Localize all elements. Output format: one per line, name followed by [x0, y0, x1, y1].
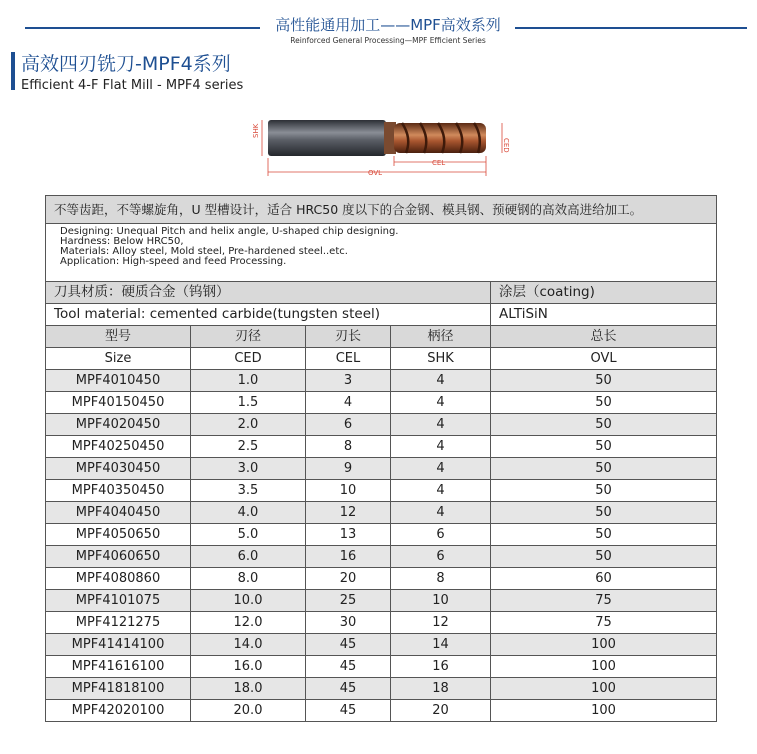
table-cell: MPF4050650	[46, 524, 191, 546]
table-cell: MPF4060650	[46, 546, 191, 568]
table-cell: 45	[306, 656, 391, 678]
table-row-description-en	[46, 224, 717, 282]
table-cell: MPF42020100	[46, 700, 191, 722]
table-cell: 10	[306, 480, 391, 502]
table-cell: 75	[491, 590, 717, 612]
page-banner	[0, 0, 757, 50]
table-cell: 2.5	[191, 436, 306, 458]
table-cell: 6	[306, 414, 391, 436]
column-header: Size	[46, 348, 191, 370]
table-cell: 100	[491, 634, 717, 656]
table-cell: 50	[491, 502, 717, 524]
table-row	[46, 590, 717, 612]
table-cell: 8	[306, 436, 391, 458]
table-cell: 20	[306, 568, 391, 590]
table-cell: 4	[391, 458, 491, 480]
material-cn: 刀具材质：硬质合金（钨钢）	[46, 282, 491, 304]
table-cell: 3.0	[191, 458, 306, 480]
table-header-cn	[46, 326, 717, 348]
label-ced: CED	[502, 138, 510, 153]
description-en-line: Materials: Alloy steel, Mold steel, Pre-hardened steel..etc.	[60, 246, 348, 257]
section-title: 高效四刃铣刀-MPF4系列	[21, 53, 231, 75]
table-cell: 50	[491, 458, 717, 480]
table-cell: MPF4010450	[46, 370, 191, 392]
column-header: 刃长	[306, 326, 391, 348]
table-cell: 50	[491, 414, 717, 436]
table-row	[46, 480, 717, 502]
description-cn: 不等齿距，不等螺旋角，U 型槽设计，适合 HRC50 度以下的合金钢、模具钢、预硬钢的高效高进给加工。	[46, 196, 717, 224]
table-cell: MPF4030450	[46, 458, 191, 480]
table-cell: 1.0	[191, 370, 306, 392]
table-cell: 20	[391, 700, 491, 722]
table-row	[46, 414, 717, 436]
table-cell: 50	[491, 370, 717, 392]
table-cell: MPF4101075	[46, 590, 191, 612]
table-cell: 50	[491, 480, 717, 502]
spec-table	[45, 195, 717, 722]
table-cell: 9	[306, 458, 391, 480]
table-row	[46, 568, 717, 590]
table-cell: 14	[391, 634, 491, 656]
column-header: 柄径	[391, 326, 491, 348]
table-cell: 16.0	[191, 656, 306, 678]
end-mill-diagram	[240, 100, 525, 190]
table-cell: 4	[306, 392, 391, 414]
table-cell: 50	[491, 392, 717, 414]
banner-subtitle: Reinforced General Processing—MPF Efficient Series	[290, 36, 486, 45]
section-accent-bar	[11, 52, 15, 90]
table-cell: 14.0	[191, 634, 306, 656]
table-row	[46, 656, 717, 678]
description-en-line: Hardness: Below HRC50,	[60, 236, 184, 247]
table-cell: 12.0	[191, 612, 306, 634]
table-cell: 10.0	[191, 590, 306, 612]
table-cell: 3	[306, 370, 391, 392]
table-cell: 45	[306, 700, 391, 722]
table-cell: MPF4080860	[46, 568, 191, 590]
table-cell: 1.5	[191, 392, 306, 414]
description-en-line: Designing: Unequal Pitch and helix angle, U-shaped chip designing.	[60, 226, 399, 237]
table-cell: 3.5	[191, 480, 306, 502]
table-cell: 16	[306, 546, 391, 568]
table-cell: 18	[391, 678, 491, 700]
table-row-description-cn	[46, 196, 717, 224]
table-row-material-en	[46, 304, 717, 326]
table-cell: 4	[391, 502, 491, 524]
table-cell: 8	[391, 568, 491, 590]
table-cell: 10	[391, 590, 491, 612]
table-row	[46, 436, 717, 458]
table-cell: MPF40150450	[46, 392, 191, 414]
table-cell: 4	[391, 436, 491, 458]
table-row	[46, 524, 717, 546]
table-cell: 6	[391, 546, 491, 568]
table-cell: 100	[491, 700, 717, 722]
column-header: CED	[191, 348, 306, 370]
table-cell: MPF41818100	[46, 678, 191, 700]
table-cell: 13	[306, 524, 391, 546]
description-en-line: Application: High-speed and feed Processing.	[60, 256, 287, 267]
table-cell: 4.0	[191, 502, 306, 524]
column-header: CEL	[306, 348, 391, 370]
label-ovl: OVL	[368, 169, 383, 177]
table-row	[46, 370, 717, 392]
column-header: OVL	[491, 348, 717, 370]
banner-title: 高性能通用加工——MPF高效系列	[275, 16, 501, 34]
table-header-en	[46, 348, 717, 370]
table-cell: 30	[306, 612, 391, 634]
table-cell: 8.0	[191, 568, 306, 590]
column-header: 型号	[46, 326, 191, 348]
table-row-material-cn	[46, 282, 717, 304]
banner-rule-right	[515, 27, 747, 29]
table-cell: 50	[491, 436, 717, 458]
table-row	[46, 612, 717, 634]
material-en: Tool material: cemented carbide(tungsten steel)	[46, 304, 491, 326]
table-cell: 4	[391, 480, 491, 502]
table-row	[46, 502, 717, 524]
table-cell: MPF40250450	[46, 436, 191, 458]
table-cell: 25	[306, 590, 391, 612]
table-cell: 16	[391, 656, 491, 678]
table-row	[46, 546, 717, 568]
table-cell: 20.0	[191, 700, 306, 722]
table-cell: 4	[391, 370, 491, 392]
table-row	[46, 392, 717, 414]
column-header: 总长	[491, 326, 717, 348]
table-cell: 12	[391, 612, 491, 634]
table-cell: 45	[306, 678, 391, 700]
table-row	[46, 678, 717, 700]
table-cell: MPF4121275	[46, 612, 191, 634]
coating-value: ALTiSiN	[491, 304, 717, 326]
table-cell: 18.0	[191, 678, 306, 700]
table-row	[46, 458, 717, 480]
table-cell: 60	[491, 568, 717, 590]
table-row	[46, 634, 717, 656]
table-cell: 4	[391, 414, 491, 436]
table-cell: 2.0	[191, 414, 306, 436]
table-cell: 50	[491, 524, 717, 546]
table-cell: 50	[491, 546, 717, 568]
column-header: 刃径	[191, 326, 306, 348]
coating-cn: 涂层（coating)	[491, 282, 717, 304]
table-cell: 100	[491, 656, 717, 678]
label-shk: SHK	[252, 123, 260, 138]
table-cell: MPF41616100	[46, 656, 191, 678]
table-cell: 12	[306, 502, 391, 524]
tool-shank	[268, 120, 386, 156]
table-cell: MPF40350450	[46, 480, 191, 502]
table-cell: 6.0	[191, 546, 306, 568]
banner-rule-left	[25, 27, 260, 29]
label-cel: CEL	[432, 159, 446, 167]
table-cell: MPF4040450	[46, 502, 191, 524]
column-header: SHK	[391, 348, 491, 370]
section-subtitle: Efficient 4-F Flat Mill - MPF4 series	[21, 78, 244, 93]
table-cell: MPF4020450	[46, 414, 191, 436]
table-cell: MPF41414100	[46, 634, 191, 656]
table-cell: 45	[306, 634, 391, 656]
table-cell: 5.0	[191, 524, 306, 546]
table-cell: 4	[391, 392, 491, 414]
description-en	[46, 224, 717, 282]
table-cell: 75	[491, 612, 717, 634]
table-cell: 6	[391, 524, 491, 546]
table-row	[46, 700, 717, 722]
table-cell: 100	[491, 678, 717, 700]
